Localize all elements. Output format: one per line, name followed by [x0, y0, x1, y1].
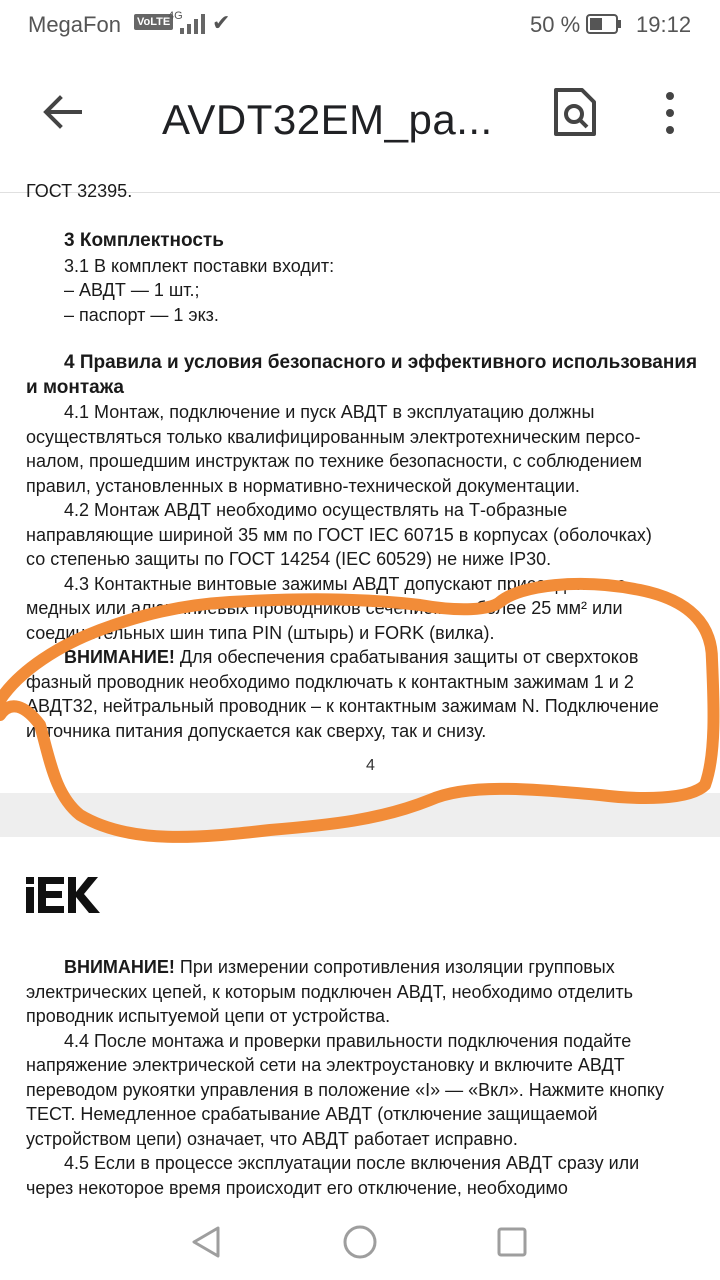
paragraph-line: со степенью защиты по ГОСТ 14254 (IEC 60529) не ниже IP30. — [26, 549, 552, 569]
page-number: 4 — [366, 757, 375, 774]
warning-text: При измерении сопротивления изоляции групповых — [174, 957, 615, 977]
paragraph-line: 4.2 Монтаж АВДТ необходимо осуществлять на Т-образные — [64, 500, 568, 520]
app-bar — [0, 52, 720, 193]
more-options-icon[interactable] — [656, 88, 684, 138]
section-heading: и монтажа — [26, 376, 124, 398]
paragraph-line: переводом рукоятки управления в положение «I» — «Вкл». Нажмите кнопку — [26, 1079, 664, 1100]
paragraph-line: соединительных шин типа PIN (штырь) и FORK (вилка). — [26, 622, 495, 643]
clock: 19:12 — [636, 12, 692, 37]
page-separator — [0, 793, 720, 837]
paragraph-line: источника питания допускается как сверху, так и снизу. — [26, 720, 487, 741]
paragraph-line: ТЕСТ. Немедленное срабатывание АВДТ (отключение защищаемой — [26, 1104, 598, 1124]
check-notification-icon: ✔ — [212, 10, 231, 35]
paragraph-line: налом, прошедшим инструктаж по технике безопасности, с соблюдением — [26, 451, 642, 471]
paragraph-line: медных или алюминиевых проводников сечением не более 25 мм² или — [26, 598, 623, 618]
paragraph-line: электрических цепей, к которым подключен АВДТ, необходимо отделить — [26, 981, 633, 1002]
carrier-name: MegaFon — [28, 12, 121, 37]
warning-line — [26, 645, 706, 670]
section-heading: 3 Комплектность — [64, 230, 224, 251]
section-4 — [26, 351, 706, 743]
warning-text: Для обеспечения срабатывания защиты от сверхтоков — [174, 647, 639, 667]
paragraph-line: 4.1 Монтаж, подключение и пуск АВДТ в эксплуатацию должны — [64, 402, 595, 422]
status-bar — [0, 0, 720, 52]
iek-logo — [26, 877, 104, 913]
paragraph-line: 4.4 После монтажа и проверки правильности подключения подайте — [64, 1030, 632, 1051]
paragraph-line: 4.3 Контактные винтовые зажимы АВДТ допускают присоединение — [64, 573, 627, 594]
document-page-4 — [0, 181, 720, 793]
section-3 — [26, 229, 706, 327]
paragraph-line: правил, установленных в нормативно-технической документации. — [26, 475, 580, 496]
warning-line — [26, 955, 706, 980]
signal-icon — [180, 14, 206, 34]
home-circle-icon[interactable] — [340, 1222, 380, 1262]
warning-label: ВНИМАНИЕ! — [64, 957, 175, 977]
recents-square-icon[interactable] — [492, 1222, 532, 1262]
paragraph-line: 3.1 В комплект поставки входит: — [64, 255, 335, 276]
paragraph-line: осуществляться только квалифицированным электротехническим персо- — [26, 426, 641, 447]
paragraph-line: АВДТ32, нейтральный проводник – к контактным зажимам N. Подключение — [26, 696, 659, 716]
search-in-document-icon[interactable] — [552, 86, 598, 138]
paragraph-line: через некоторое время происходит его отключение, необходимо — [26, 1177, 568, 1198]
paragraph-line: направляющие шириной 35 мм по ГОСТ IEC 60715 в корпусах (оболочках) — [26, 524, 652, 545]
navigation-bar — [0, 1204, 720, 1280]
paragraph-line: фазный проводник необходимо подключать к контактным зажимам 1 и 2 — [26, 671, 634, 692]
paragraph-line: 4.5 Если в процессе эксплуатации после включения АВДТ сразу или — [64, 1153, 640, 1173]
volte-badge: VoLTE — [134, 14, 173, 30]
warning-label: ВНИМАНИЕ! — [64, 647, 175, 667]
battery-icon — [586, 14, 622, 34]
battery-percent: 50 % — [530, 12, 581, 37]
list-item: – АВДТ — 1 шт.; — [64, 280, 200, 300]
list-item: – паспорт — 1 экз. — [64, 304, 219, 325]
paragraph-line: устройством цепи) означает, что АВДТ работает исправно. — [26, 1128, 518, 1149]
network-type: 4G — [168, 10, 183, 22]
cut-off-text: ГОСТ 32395. — [26, 181, 133, 201]
document-title: AVDT32EM_pa... — [162, 96, 493, 143]
paragraph-line: проводник испытуемой цепи от устройства. — [26, 1006, 391, 1026]
section-heading: 4 Правила и условия безопасного и эффективного использования — [64, 352, 698, 373]
document-page-5 — [0, 837, 720, 1204]
page-body — [26, 955, 706, 1200]
paragraph-line: напряжение электрической сети на электроустановку и включите АВДТ — [26, 1055, 625, 1075]
back-arrow-icon[interactable] — [40, 90, 84, 134]
back-triangle-icon[interactable] — [186, 1222, 226, 1262]
